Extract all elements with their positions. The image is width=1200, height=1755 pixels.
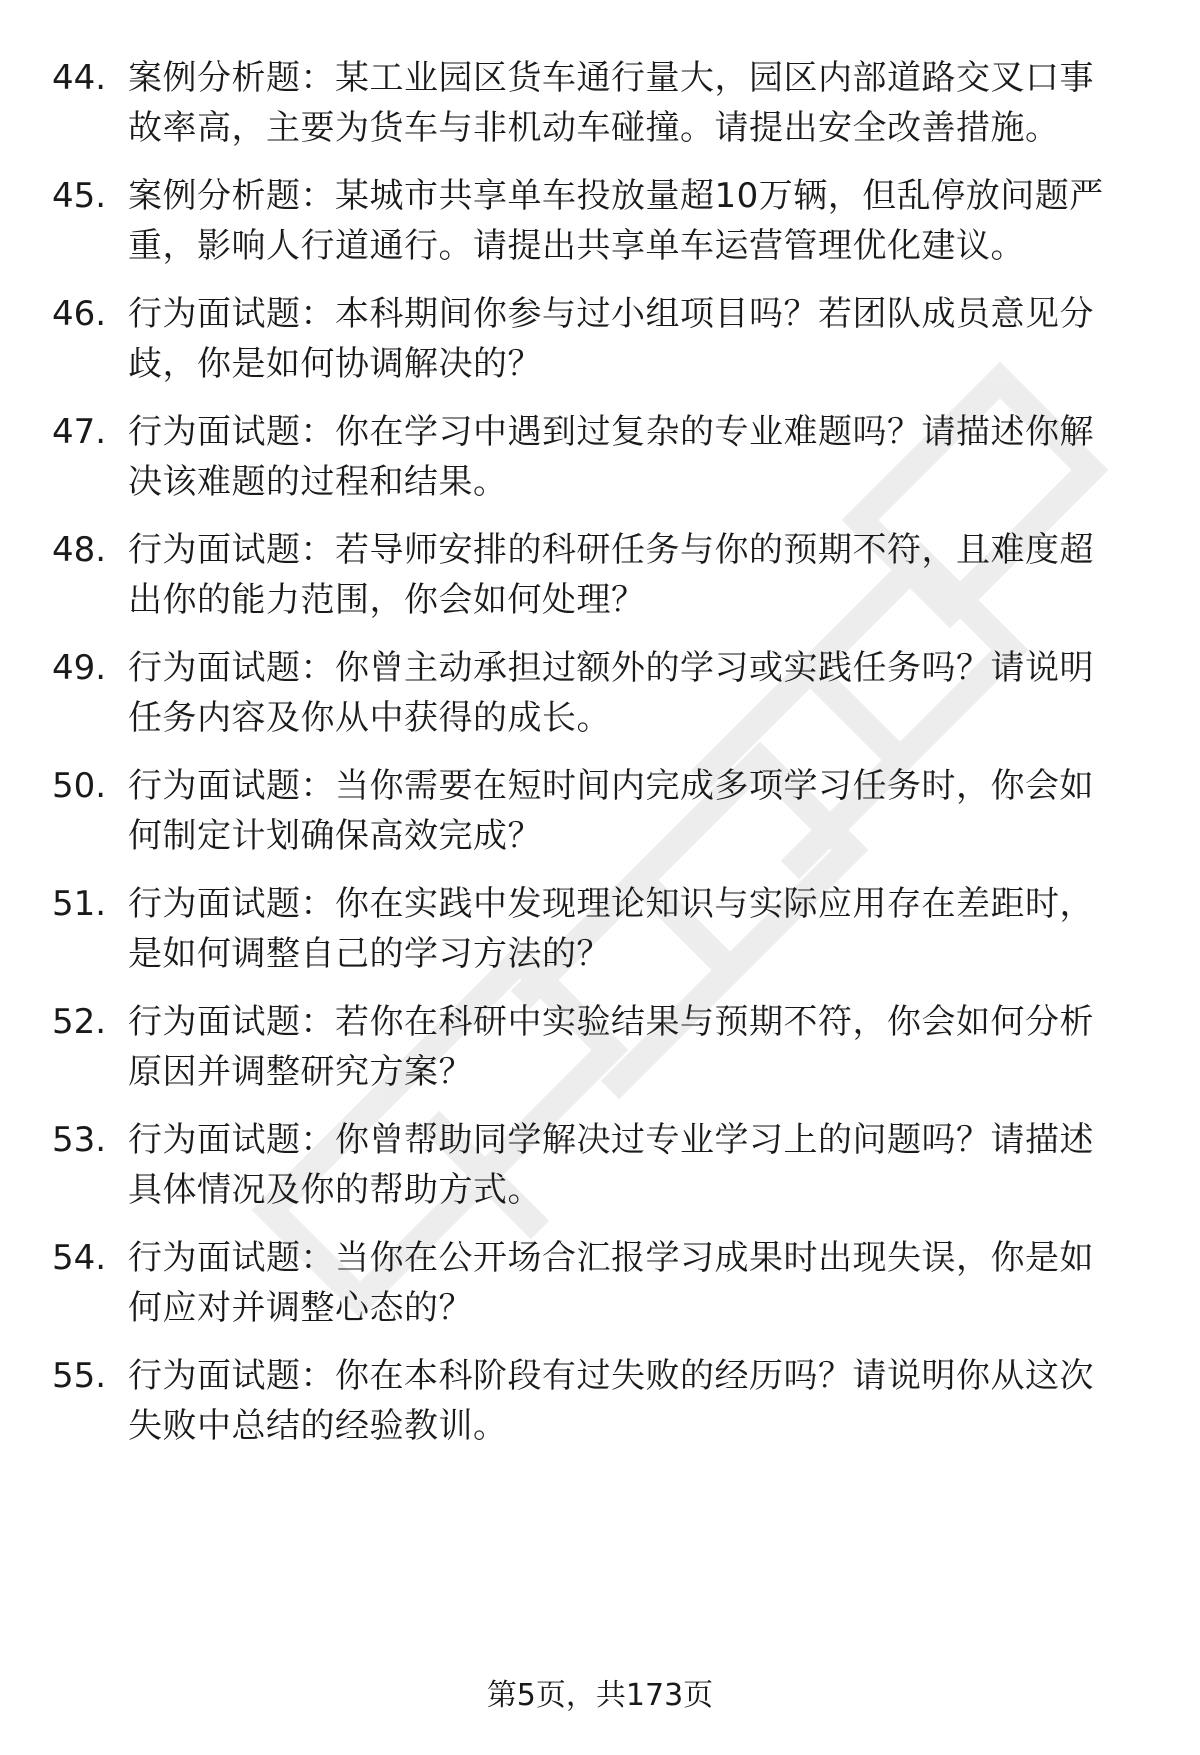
question-number: 50. bbox=[52, 766, 107, 806]
question-text-line: 何应对并调整心态的？ bbox=[128, 1288, 473, 1328]
question-text-line: 行为面试题：本科期间你参与过小组项目吗？若团队成员意见分 bbox=[128, 294, 1094, 334]
question-item bbox=[0, 1114, 1200, 1224]
question-number: 51. bbox=[52, 884, 107, 924]
question-text-line: 重，影响人行道通行。请提出共享单车运营管理优化建议。 bbox=[128, 226, 1025, 266]
question-text-line: 行为面试题：你曾主动承担过额外的学习或实践任务吗？请说明 bbox=[128, 648, 1094, 688]
question-number: 47. bbox=[52, 412, 107, 452]
question-text-line: 案例分析题：某城市共享单车投放量超10万辆，但乱停放问题严 bbox=[128, 176, 1104, 216]
question-number: 55. bbox=[52, 1356, 107, 1396]
question-number: 53. bbox=[52, 1120, 107, 1160]
question-item bbox=[0, 642, 1200, 752]
question-number: 44. bbox=[52, 58, 107, 98]
question-number: 45. bbox=[52, 176, 107, 216]
question-text-line: 决该难题的过程和结果。 bbox=[128, 462, 508, 502]
question-item bbox=[0, 1232, 1200, 1342]
question-number: 52. bbox=[52, 1002, 107, 1042]
question-text-line: 原因并调整研究方案？ bbox=[128, 1052, 473, 1092]
question-item bbox=[0, 170, 1200, 280]
question-number: 46. bbox=[52, 294, 107, 334]
question-text-line: 行为面试题：你在学习中遇到过复杂的专业难题吗？请描述你解 bbox=[128, 412, 1094, 452]
question-item bbox=[0, 878, 1200, 988]
question-item bbox=[0, 1350, 1200, 1460]
page-number-footer: 第5页，共173页 bbox=[486, 1678, 714, 1713]
question-text-line: 行为面试题：当你需要在短时间内完成多项学习任务时，你会如 bbox=[128, 766, 1094, 806]
question-text-line: 出你的能力范围，你会如何处理？ bbox=[128, 580, 646, 620]
question-text-line: 歧，你是如何协调解决的？ bbox=[128, 344, 542, 384]
question-text-line: 行为面试题：你曾帮助同学解决过专业学习上的问题吗？请描述 bbox=[128, 1120, 1094, 1160]
question-number: 49. bbox=[52, 648, 107, 688]
question-text-line: 任务内容及你从中获得的成长。 bbox=[128, 698, 611, 738]
question-text-line: 行为面试题：你在实践中发现理论知识与实际应用存在差距时， bbox=[128, 884, 1094, 924]
question-text-line: 行为面试题：你在本科阶段有过失败的经历吗？请说明你从这次 bbox=[128, 1356, 1094, 1396]
question-item bbox=[0, 996, 1200, 1106]
question-text-line: 是如何调整自己的学习方法的？ bbox=[128, 934, 611, 974]
question-text-line: 行为面试题：若你在科研中实验结果与预期不符，你会如何分析 bbox=[128, 1002, 1094, 1042]
question-text-line: 案例分析题：某工业园区货车通行量大，园区内部道路交叉口事 bbox=[128, 58, 1094, 98]
question-item bbox=[0, 524, 1200, 634]
question-text-line: 行为面试题：若导师安排的科研任务与你的预期不符，且难度超 bbox=[128, 530, 1094, 570]
question-item bbox=[0, 406, 1200, 516]
question-text-line: 故率高，主要为货车与非机动车碰撞。请提出安全改善措施。 bbox=[128, 108, 1060, 148]
question-text-line: 失败中总结的经验教训。 bbox=[128, 1406, 508, 1446]
question-text-line: 行为面试题：当你在公开场合汇报学习成果时出现失误，你是如 bbox=[128, 1238, 1094, 1278]
question-item bbox=[0, 288, 1200, 398]
question-text-line: 具体情况及你的帮助方式。 bbox=[128, 1170, 542, 1210]
question-number: 54. bbox=[52, 1238, 107, 1278]
question-text-line: 何制定计划确保高效完成？ bbox=[128, 816, 542, 856]
question-number: 48. bbox=[52, 530, 107, 570]
question-item bbox=[0, 760, 1200, 870]
question-item bbox=[0, 52, 1200, 162]
